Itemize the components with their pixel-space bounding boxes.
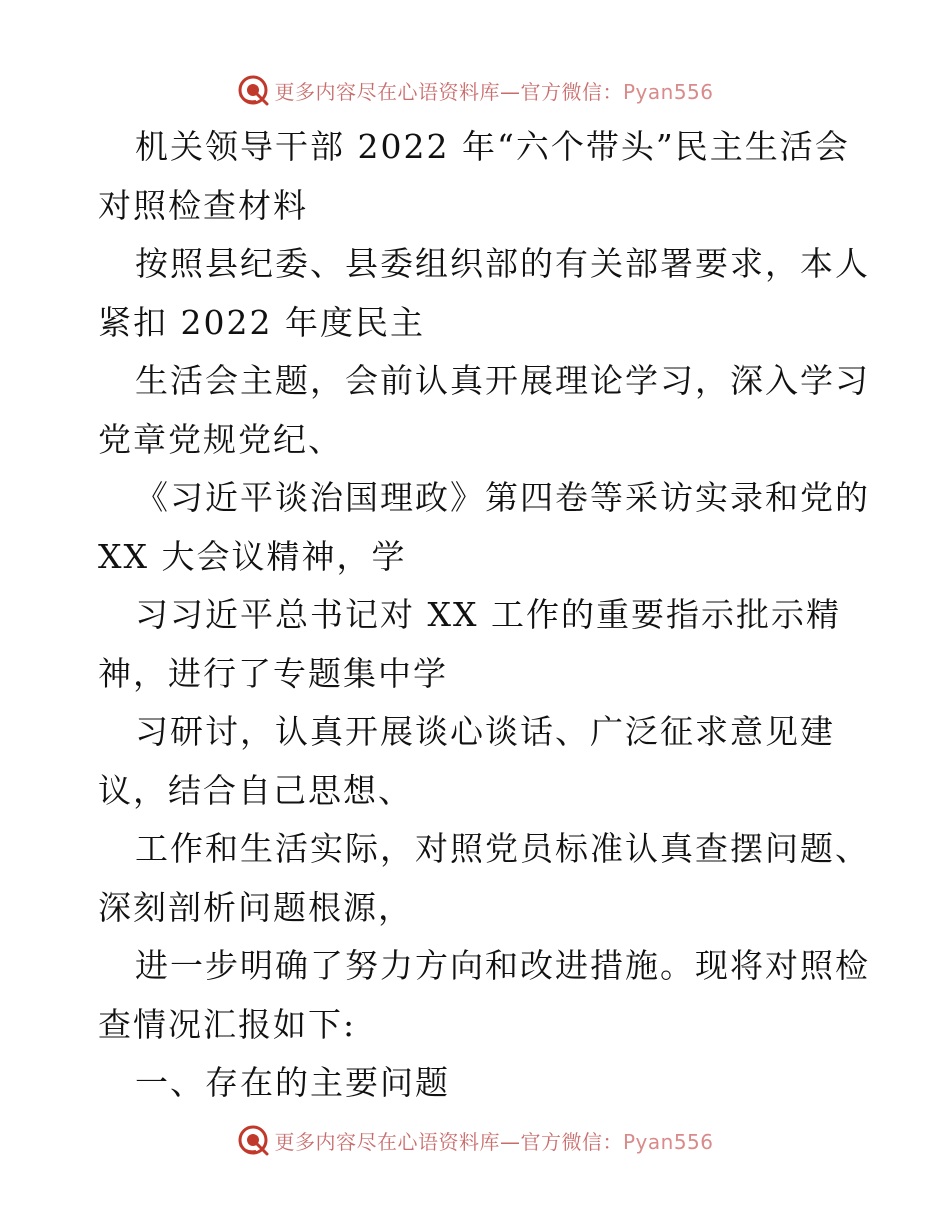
text-line: 神，进行了专题集中学 [98, 653, 448, 693]
text-line: 进一步明确了努力方向和改进措施。现将对照检 [135, 946, 870, 985]
watermark-wechat: Pyan556 [622, 79, 714, 104]
text-line: 机关领导干部 2022 年“六个带头”民主生活会 [135, 127, 850, 166]
header-watermark [0, 70, 950, 110]
text-line: 工作和生活实际，对照党员标准认真查摆问题、 [135, 829, 870, 868]
text-line: 《习近平谈治国理政》第四卷等采访实录和党的 [135, 478, 870, 517]
text-line: 生活会主题，会前认真开展理论学习，深入学习 [135, 361, 870, 400]
text-line: 一、存在的主要问题 [135, 1063, 450, 1102]
text-line: 对照检查材料 [98, 185, 308, 225]
pen-logo-icon [236, 1123, 270, 1157]
text-line: 紧扣 2022 年度民主 [98, 302, 425, 342]
pen-logo-icon [236, 73, 270, 107]
text-line: 党章党规党纪、 [98, 419, 343, 459]
watermark-wechat: Pyan556 [622, 1129, 714, 1154]
text-line: 议，结合自己思想、 [98, 770, 413, 810]
text-line: 深刻剖析问题根源， [98, 887, 413, 927]
document-body [98, 118, 870, 1113]
text-line: XX 大会议精神，学 [98, 536, 407, 576]
watermark-text: 更多内容尽在心语资料库—官方微信： [274, 1129, 623, 1154]
text-line: 查情况汇报如下: [98, 1004, 357, 1044]
text-line: 习习近平总书记对 XX 工作的重要指示批示精 [135, 595, 841, 634]
text-line: 习研讨，认真开展谈心谈话、广泛征求意见建 [135, 712, 835, 751]
footer-watermark [0, 1120, 950, 1160]
watermark-text: 更多内容尽在心语资料库—官方微信： [274, 79, 623, 104]
text-line: 按照县纪委、县委组织部的有关部署要求，本人 [135, 244, 870, 283]
